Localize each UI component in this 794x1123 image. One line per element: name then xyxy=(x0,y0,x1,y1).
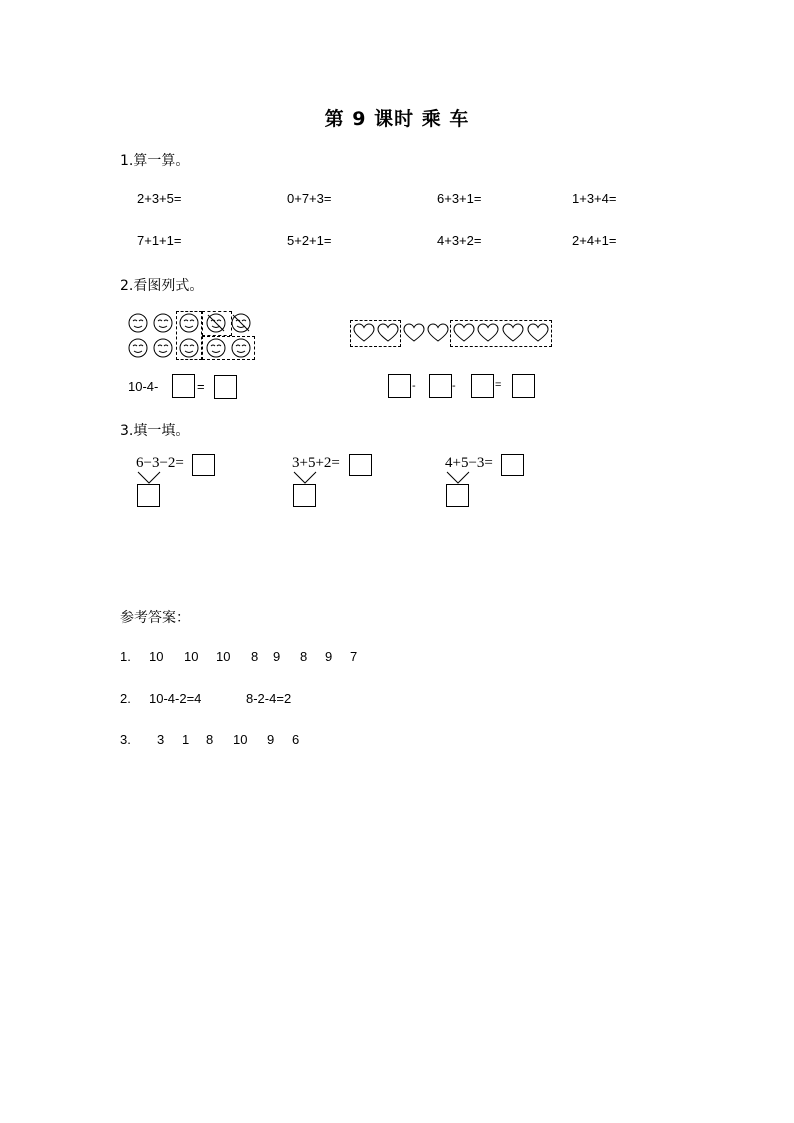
answer-box[interactable] xyxy=(192,454,215,476)
answer-box[interactable] xyxy=(446,484,469,507)
smiley-face-icon xyxy=(179,313,199,333)
smiley-face-icon xyxy=(179,338,199,358)
answer-value: 10 xyxy=(216,649,231,664)
crossed-face-icon xyxy=(206,313,226,333)
heart-icon xyxy=(427,323,449,343)
answer-value: 9 xyxy=(325,649,333,664)
equation-2-4: 2+4+1= xyxy=(572,233,617,248)
section-2-heading: 2.看图列式。 xyxy=(120,278,204,294)
section-3-heading: 3.填一填。 xyxy=(120,423,190,439)
smiley-face-icon xyxy=(231,338,251,358)
smiley-face-icon xyxy=(128,338,148,358)
equation-1-1: 2+3+5= xyxy=(137,191,182,206)
answer-value: 10 xyxy=(184,649,199,664)
answers-heading: 参考答案： xyxy=(120,610,190,626)
answer-value: 9 xyxy=(267,732,275,747)
answer-value: 8 xyxy=(251,649,259,664)
heart-icon xyxy=(403,323,425,343)
answer-line-2-label: 2. xyxy=(120,691,131,706)
answer-value: 8-2-4=2 xyxy=(246,691,292,706)
answer-box[interactable] xyxy=(501,454,524,476)
fill-equation: 6−3−2= xyxy=(136,455,184,471)
crossed-face-icon xyxy=(231,313,251,333)
split-branch-icon xyxy=(445,471,471,485)
smiley-face-icon xyxy=(128,313,148,333)
answer-value: 8 xyxy=(300,649,308,664)
heart-icon xyxy=(502,323,524,343)
heart-icon xyxy=(477,323,499,343)
answer-value: 3 xyxy=(157,732,165,747)
answer-box[interactable] xyxy=(512,374,535,398)
answer-box[interactable] xyxy=(349,454,372,476)
heart-icon xyxy=(527,323,549,343)
heart-icon xyxy=(377,323,399,343)
smiley-face-icon xyxy=(153,338,173,358)
answer-box[interactable] xyxy=(471,374,494,398)
answer-box[interactable] xyxy=(214,375,237,399)
equation-1-4: 1+3+4= xyxy=(572,191,617,206)
equation-2-3: 4+3+2= xyxy=(437,233,482,248)
fill-equation: 4+5−3= xyxy=(445,455,493,471)
fill-equation: 3+5+2= xyxy=(292,455,340,471)
answer-value: 10 xyxy=(233,732,248,747)
heart-icon xyxy=(353,323,375,343)
left-equation-prefix: 10-4- xyxy=(128,379,159,394)
page-title: 第 9 课时 乘 车 xyxy=(324,108,470,130)
equation-2-1: 7+1+1= xyxy=(137,233,182,248)
answer-value: 10 xyxy=(149,649,164,664)
answer-value: 8 xyxy=(206,732,214,747)
smiley-face-icon xyxy=(153,313,173,333)
answer-box[interactable] xyxy=(293,484,316,507)
answer-value: 10-4-2=4 xyxy=(149,691,202,706)
answer-value: 7 xyxy=(350,649,358,664)
right-equation-equals: = xyxy=(495,379,502,391)
heart-icon xyxy=(453,323,475,343)
right-equation-minus: - xyxy=(452,380,456,392)
smiley-face-icon xyxy=(206,338,226,358)
answer-line-3-label: 3. xyxy=(120,732,131,747)
answer-box[interactable] xyxy=(388,374,411,398)
answer-box[interactable] xyxy=(137,484,160,507)
equation-2-2: 5+2+1= xyxy=(287,233,332,248)
answer-box[interactable] xyxy=(429,374,452,398)
split-branch-icon xyxy=(292,471,318,485)
answer-box[interactable] xyxy=(172,374,195,398)
answer-line-1-label: 1. xyxy=(120,649,131,664)
section-1-heading: 1.算一算。 xyxy=(120,153,190,169)
left-equation-equals: = xyxy=(197,379,205,394)
equation-1-2: 0+7+3= xyxy=(287,191,332,206)
answer-value: 9 xyxy=(273,649,281,664)
equation-1-3: 6+3+1= xyxy=(437,191,482,206)
answer-value: 1 xyxy=(182,732,190,747)
right-equation-minus: - xyxy=(412,380,416,392)
answer-value: 6 xyxy=(292,732,300,747)
split-branch-icon xyxy=(136,471,162,485)
